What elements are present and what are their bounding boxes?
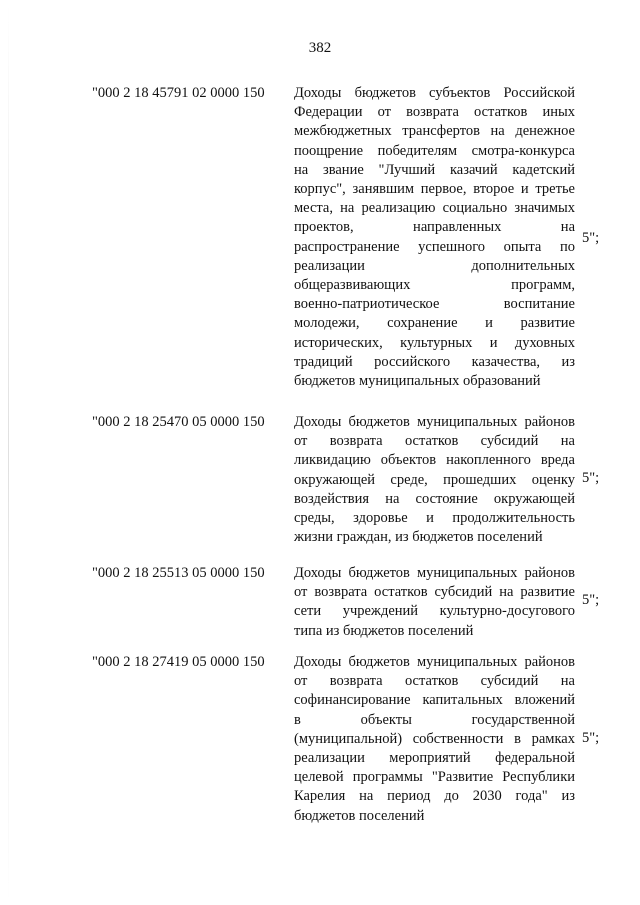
budget-classification-code: "000 2 18 27419 05 0000 150 bbox=[92, 654, 265, 670]
budget-classification-code: "000 2 18 25513 05 0000 150 bbox=[92, 565, 265, 581]
description-line: ликвидацию объектов накопленного вреда bbox=[294, 452, 575, 469]
description-line: исторических, культурных и духовных bbox=[294, 334, 575, 351]
description-line: корпус", занявшим первое, второе и третье bbox=[294, 181, 575, 198]
description-line: бюджетов поселений bbox=[294, 807, 425, 824]
description-line: межбюджетных трансфертов на денежное bbox=[294, 123, 575, 140]
description-line: жизни граждан, из бюджетов поселений bbox=[294, 529, 543, 546]
description-line: Карелия на период до 2030 года" из bbox=[294, 788, 575, 805]
page-number: 382 bbox=[308, 40, 332, 56]
description-line: общеразвивающих программ, bbox=[294, 277, 575, 294]
scan-edge-shadow bbox=[8, 0, 9, 905]
description-line: реализации дополнительных bbox=[294, 257, 575, 274]
description-line: среды, здоровье и продолжительность bbox=[294, 510, 575, 527]
description-line: на звание "Лучший казачий кадетский bbox=[294, 161, 575, 178]
description-line: Доходы бюджетов муниципальных районов bbox=[294, 414, 575, 430]
description-line: от возврата остатков субсидий на bbox=[294, 673, 575, 690]
description-line: сети учреждений культурно-досугового bbox=[294, 603, 575, 620]
description-line: (муниципальной) собственности в рамках bbox=[294, 730, 575, 747]
description-line: военно-патриотическое воспитание bbox=[294, 296, 575, 313]
description-line: Доходы бюджетов субъектов Российской bbox=[294, 85, 575, 101]
budget-classification-code: "000 2 18 45791 02 0000 150 bbox=[92, 85, 265, 101]
entry-description bbox=[294, 564, 575, 641]
description-line: традиций российского казачества, из bbox=[294, 353, 575, 370]
description-line: поощрение победителям смотра-конкурса bbox=[294, 142, 575, 159]
description-line: реализации мероприятий федеральной bbox=[294, 750, 575, 767]
description-line: Доходы бюджетов муниципальных районов bbox=[294, 654, 575, 670]
budget-classification-code: "000 2 18 25470 05 0000 150 bbox=[92, 414, 265, 430]
description-line: софинансирование капитальных вложений bbox=[294, 692, 575, 709]
description-line: Доходы бюджетов муниципальных районов bbox=[294, 565, 575, 581]
entry-suffix: 5"; bbox=[582, 470, 600, 486]
description-line: от возврата остатков субсидий на развитие bbox=[294, 584, 575, 601]
description-line: окружающей среде, прошедших оценку bbox=[294, 471, 575, 488]
entry-description bbox=[294, 84, 575, 391]
description-line: распространение успешного опыта по bbox=[294, 238, 575, 255]
description-line: типа из бюджетов поселений bbox=[294, 622, 474, 639]
description-line: в объекты государственной bbox=[294, 711, 575, 728]
description-line: проектов, направленных на bbox=[294, 219, 575, 236]
description-line: воздействия на состояние окружающей bbox=[294, 490, 575, 507]
entry-suffix: 5"; bbox=[582, 592, 600, 608]
description-line: молодежи, сохранение и развитие bbox=[294, 315, 575, 332]
entry-suffix: 5"; bbox=[582, 230, 600, 246]
description-line: от возврата остатков субсидий на bbox=[294, 433, 575, 450]
description-line: места, на реализацию социально значимых bbox=[294, 200, 575, 217]
description-line: Федерации от возврата остатков иных bbox=[294, 104, 575, 121]
description-line: бюджетов муниципальных образований bbox=[294, 373, 541, 390]
entry-description bbox=[294, 653, 575, 826]
entry-description bbox=[294, 413, 575, 547]
entry-suffix: 5"; bbox=[582, 730, 600, 746]
description-line: целевой программы "Развитие Республики bbox=[294, 769, 575, 786]
